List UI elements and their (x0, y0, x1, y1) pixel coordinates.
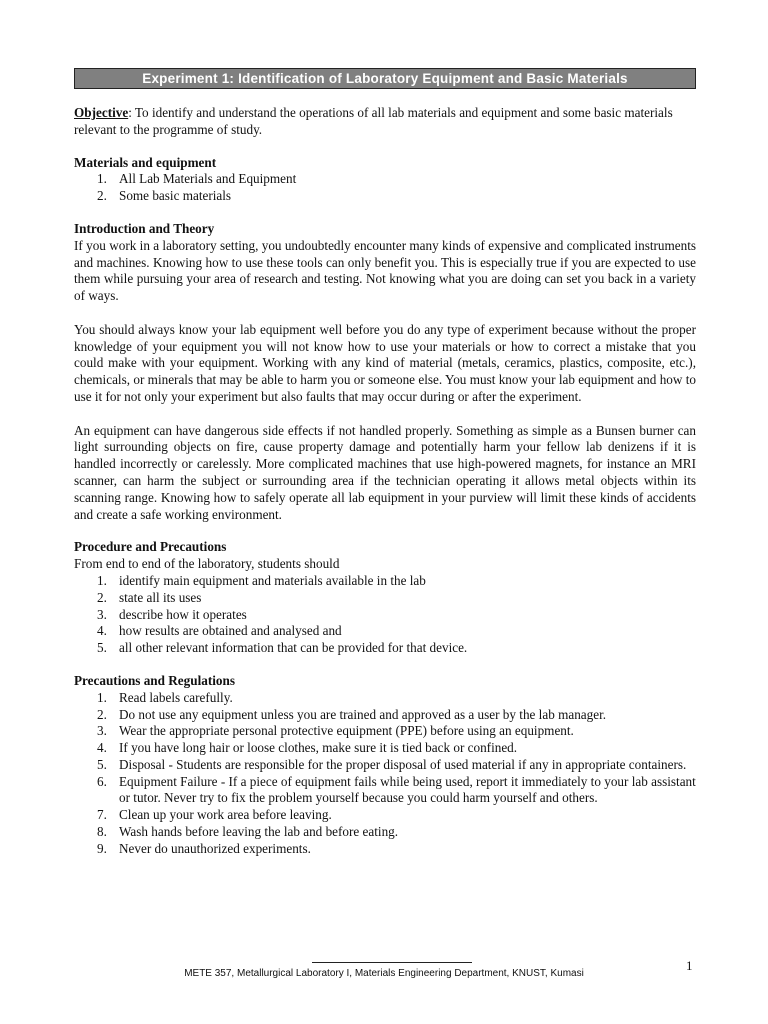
precautions-heading: Precautions and Regulations (74, 672, 235, 688)
list-item: 8. Wash hands before leaving the lab and before eating. (97, 824, 399, 840)
list-item: 2. state all its uses (97, 589, 202, 605)
list-item: 4. If you have long hair or loose clothes, make sure it is tied back or confined. (97, 740, 518, 756)
list-item: 7. Clean up your work area before leaving. (97, 807, 332, 823)
procedure-section (74, 539, 696, 657)
precautions-section (74, 673, 696, 858)
list-item: 1. identify main equipment and materials available in the lab (97, 572, 426, 588)
procedure-list (74, 573, 696, 657)
page-footer: METE 357, Metallurgical Laboratory I, Materials Engineering Department, KNUST, Kumasi (184, 968, 584, 979)
procedure-lead: From end to end of the laboratory, students should (74, 556, 340, 572)
list-item: 2. Some basic materials (97, 188, 232, 204)
procedure-heading: Procedure and Precautions (74, 539, 227, 555)
list-item: 9. Never do unauthorized experiments. (97, 840, 311, 856)
intro-heading: Introduction and Theory (74, 220, 215, 236)
list-item: 5. Disposal - Students are responsible for the proper disposal of used material if any in appropriate containers. (97, 756, 687, 772)
list-item: 1. Read labels carefully. (97, 689, 233, 705)
intro-paragraph: An equipment can have dangerous side effects if not handled properly. Something as simple as a Bunsen burner can light surrounding objects on fire, cause property damage and potentially harm your fellow lab denizens if it is handled incorrectly or carelessly. More complicated machines that use high-powered magnets, for instance an MRI scanner, can harm the subject or surrounding area if the technician operating it allows metal objects within its scanning range. Knowing how to safely operate all lab equipment in your purview will limit these kinds of accidents and create a safe working environment. (74, 422, 696, 522)
objective-label: Objective (74, 105, 129, 120)
footer-divider (312, 962, 472, 963)
list-item: 1. All Lab Materials and Equipment (97, 171, 297, 187)
document-page (74, 68, 696, 858)
objective (74, 105, 696, 139)
list-item: 3. describe how it operates (97, 606, 247, 622)
materials-list (74, 171, 696, 205)
intro-paragraph: If you work in a laboratory setting, you undoubtedly encounter many kinds of expensive and complicated instruments and machines. Knowing how to use these tools can only benefit you. This is especially true if you are expected to use them while pursuing your area of research and testing. Not knowing what you are doing can set you back in a variety of ways. (74, 237, 696, 304)
document-title: Experiment 1: Identification of Laboratory Equipment and Basic Materials (74, 68, 696, 89)
list-item: 3. Wear the appropriate personal protective equipment (PPE) before using an equipment. (97, 723, 574, 739)
page-number: 1 (686, 958, 693, 973)
materials-section (74, 155, 696, 205)
materials-heading: Materials and equipment (74, 154, 217, 170)
list-item: 6. Equipment Failure - If a piece of equipment fails while being used, report it immediately to your lab assistant or tutor. Never try to fix the problem yourself because you could harm yourself and others. (97, 773, 696, 806)
intro-paragraph: You should always know your lab equipment well before you do any type of experiment because without the proper knowledge of your equipment you will not know how to use your materials or how to correct a mistake that you could make with your equipment. Working with any kind of material (metals, ceramics, plastics, composite, etc.), chemicals, or minerals that may be able to harm you or someone else. You must know your lab equipment and how to use it for not only your experiment but also faults that may occur during or after the experiment. (74, 321, 696, 404)
list-item: 5. all other relevant information that can be provided for that device. (97, 640, 468, 656)
precautions-list (74, 690, 696, 858)
objective-text: : To identify and understand the operations of all lab materials and equipment and some basic materials relevant to the programme of study. (74, 105, 673, 137)
intro-section (74, 221, 696, 523)
list-item: 4. how results are obtained and analysed and (97, 623, 342, 639)
list-item: 2. Do not use any equipment unless you are trained and approved as a user by the lab manager. (97, 706, 607, 722)
